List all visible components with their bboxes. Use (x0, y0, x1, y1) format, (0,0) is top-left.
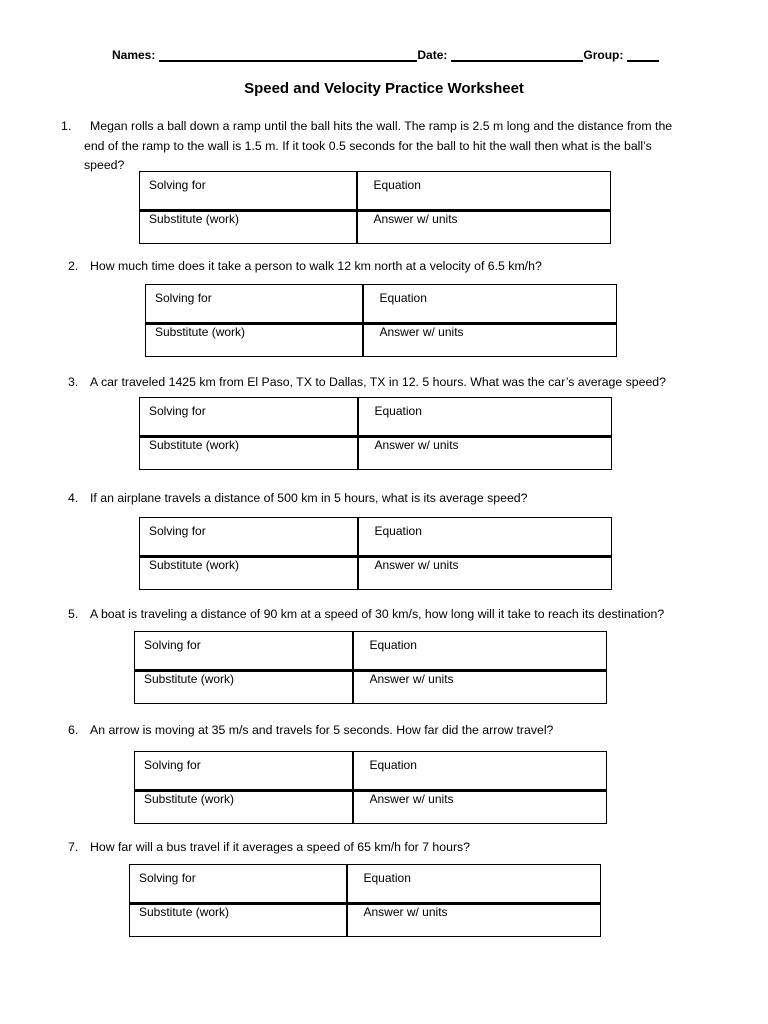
equation-cell[interactable] (358, 518, 612, 557)
substitute-cell[interactable] (140, 437, 358, 470)
answer-cell[interactable] (347, 904, 601, 937)
substitute-label: Substitute (work) (155, 325, 246, 339)
question-number: 6. (68, 723, 79, 737)
equation-cell[interactable] (353, 632, 607, 671)
solving-for-label: Solving for (155, 291, 212, 305)
answer-cell[interactable] (357, 211, 611, 244)
question-number: 3. (68, 375, 79, 389)
equation-label: Equation (363, 871, 411, 885)
question-text-line: speed? (84, 158, 125, 172)
solving-for-label: Solving for (144, 638, 201, 652)
group-label: Group: (583, 48, 624, 62)
group-blank[interactable] (627, 48, 659, 62)
question-1 (61, 117, 741, 177)
equation-label: Equation (374, 404, 422, 418)
work-table-5 (134, 631, 607, 704)
solving-for-cell[interactable] (135, 632, 353, 671)
equation-label: Equation (379, 291, 427, 305)
solving-for-cell[interactable] (135, 752, 353, 791)
equation-label: Equation (369, 638, 417, 652)
solving-for-label: Solving for (144, 758, 201, 772)
question-text-line: If an airplane travels a distance of 500 km in 5 hours, what is its average speed? (90, 491, 528, 505)
answer-cell[interactable] (353, 671, 607, 704)
equation-label: Equation (369, 758, 417, 772)
question-2 (68, 257, 728, 277)
question-number: 4. (68, 491, 79, 505)
work-table-6 (134, 751, 607, 824)
work-table-1 (139, 171, 611, 244)
question-5 (68, 605, 728, 625)
question-text-line: end of the ramp to the wall is 1.5 m. If it took 0.5 seconds for the ball to hit the wall then what is the ball’s (84, 138, 652, 153)
date-blank[interactable] (451, 48, 583, 62)
names-label: Names: (112, 48, 156, 62)
work-table-4 (139, 517, 612, 590)
answer-label: Answer w/ units (374, 438, 459, 452)
substitute-label: Substitute (work) (149, 558, 240, 572)
answer-label: Answer w/ units (369, 792, 454, 806)
solving-for-cell[interactable] (146, 285, 363, 324)
equation-cell[interactable] (363, 285, 617, 324)
answer-label: Answer w/ units (379, 325, 464, 339)
work-table-7 (129, 864, 601, 937)
work-table-3 (139, 397, 612, 470)
substitute-label: Substitute (work) (139, 905, 230, 919)
question-text-line: A boat is traveling a distance of 90 km at a speed of 30 km/s, how long will it take to reach its destination? (90, 607, 665, 621)
question-number: 1. (61, 119, 72, 133)
question-number: 7. (68, 840, 79, 854)
solving-for-label: Solving for (149, 524, 206, 538)
question-3 (68, 373, 728, 393)
question-text-line: Megan rolls a ball down a ramp until the ball hits the wall. The ramp is 2.5 m long and the distance from the (90, 119, 673, 133)
substitute-cell[interactable] (135, 671, 353, 704)
question-text-line: How far will a bus travel if it averages a speed of 65 km/h for 7 hours? (90, 840, 471, 854)
question-7 (68, 838, 728, 858)
answer-label: Answer w/ units (373, 212, 458, 226)
solving-for-cell[interactable] (140, 172, 357, 211)
equation-cell[interactable] (347, 865, 601, 904)
answer-cell[interactable] (358, 437, 612, 470)
page-title: Speed and Velocity Practice Worksheet (244, 80, 524, 97)
question-number: 2. (68, 259, 79, 273)
answer-label: Answer w/ units (369, 672, 454, 686)
question-number: 5. (68, 607, 79, 621)
equation-cell[interactable] (357, 172, 611, 211)
substitute-label: Substitute (work) (149, 212, 240, 226)
solving-for-cell[interactable] (140, 398, 358, 437)
answer-label: Answer w/ units (374, 558, 459, 572)
substitute-label: Substitute (work) (149, 438, 240, 452)
answer-cell[interactable] (353, 791, 607, 824)
substitute-cell[interactable] (140, 557, 358, 590)
question-text-line: How much time does it take a person to walk 12 km north at a velocity of 6.5 km/h? (90, 259, 542, 273)
work-table-2 (145, 284, 617, 357)
substitute-label: Substitute (work) (144, 792, 235, 806)
question-text-line: A car traveled 1425 km from El Paso, TX to Dallas, TX in 12. 5 hours. What was the car’s average speed? (90, 375, 666, 389)
date-label: Date: (417, 48, 448, 62)
substitute-cell[interactable] (130, 904, 347, 937)
solving-for-cell[interactable] (130, 865, 347, 904)
names-blank[interactable] (159, 48, 417, 62)
equation-label: Equation (373, 178, 421, 192)
question-4 (68, 489, 728, 509)
substitute-cell[interactable] (146, 324, 363, 357)
answer-cell[interactable] (358, 557, 612, 590)
solving-for-label: Solving for (149, 178, 206, 192)
question-6 (68, 721, 728, 741)
answer-cell[interactable] (363, 324, 617, 357)
header-fields (112, 48, 659, 62)
substitute-cell[interactable] (135, 791, 353, 824)
solving-for-label: Solving for (139, 871, 196, 885)
solving-for-cell[interactable] (140, 518, 358, 557)
substitute-label: Substitute (work) (144, 672, 235, 686)
question-text-line: An arrow is moving at 35 m/s and travels for 5 seconds. How far did the arrow travel? (90, 723, 554, 737)
equation-label: Equation (374, 524, 422, 538)
substitute-cell[interactable] (140, 211, 357, 244)
answer-label: Answer w/ units (363, 905, 448, 919)
equation-cell[interactable] (353, 752, 607, 791)
equation-cell[interactable] (358, 398, 612, 437)
solving-for-label: Solving for (149, 404, 206, 418)
